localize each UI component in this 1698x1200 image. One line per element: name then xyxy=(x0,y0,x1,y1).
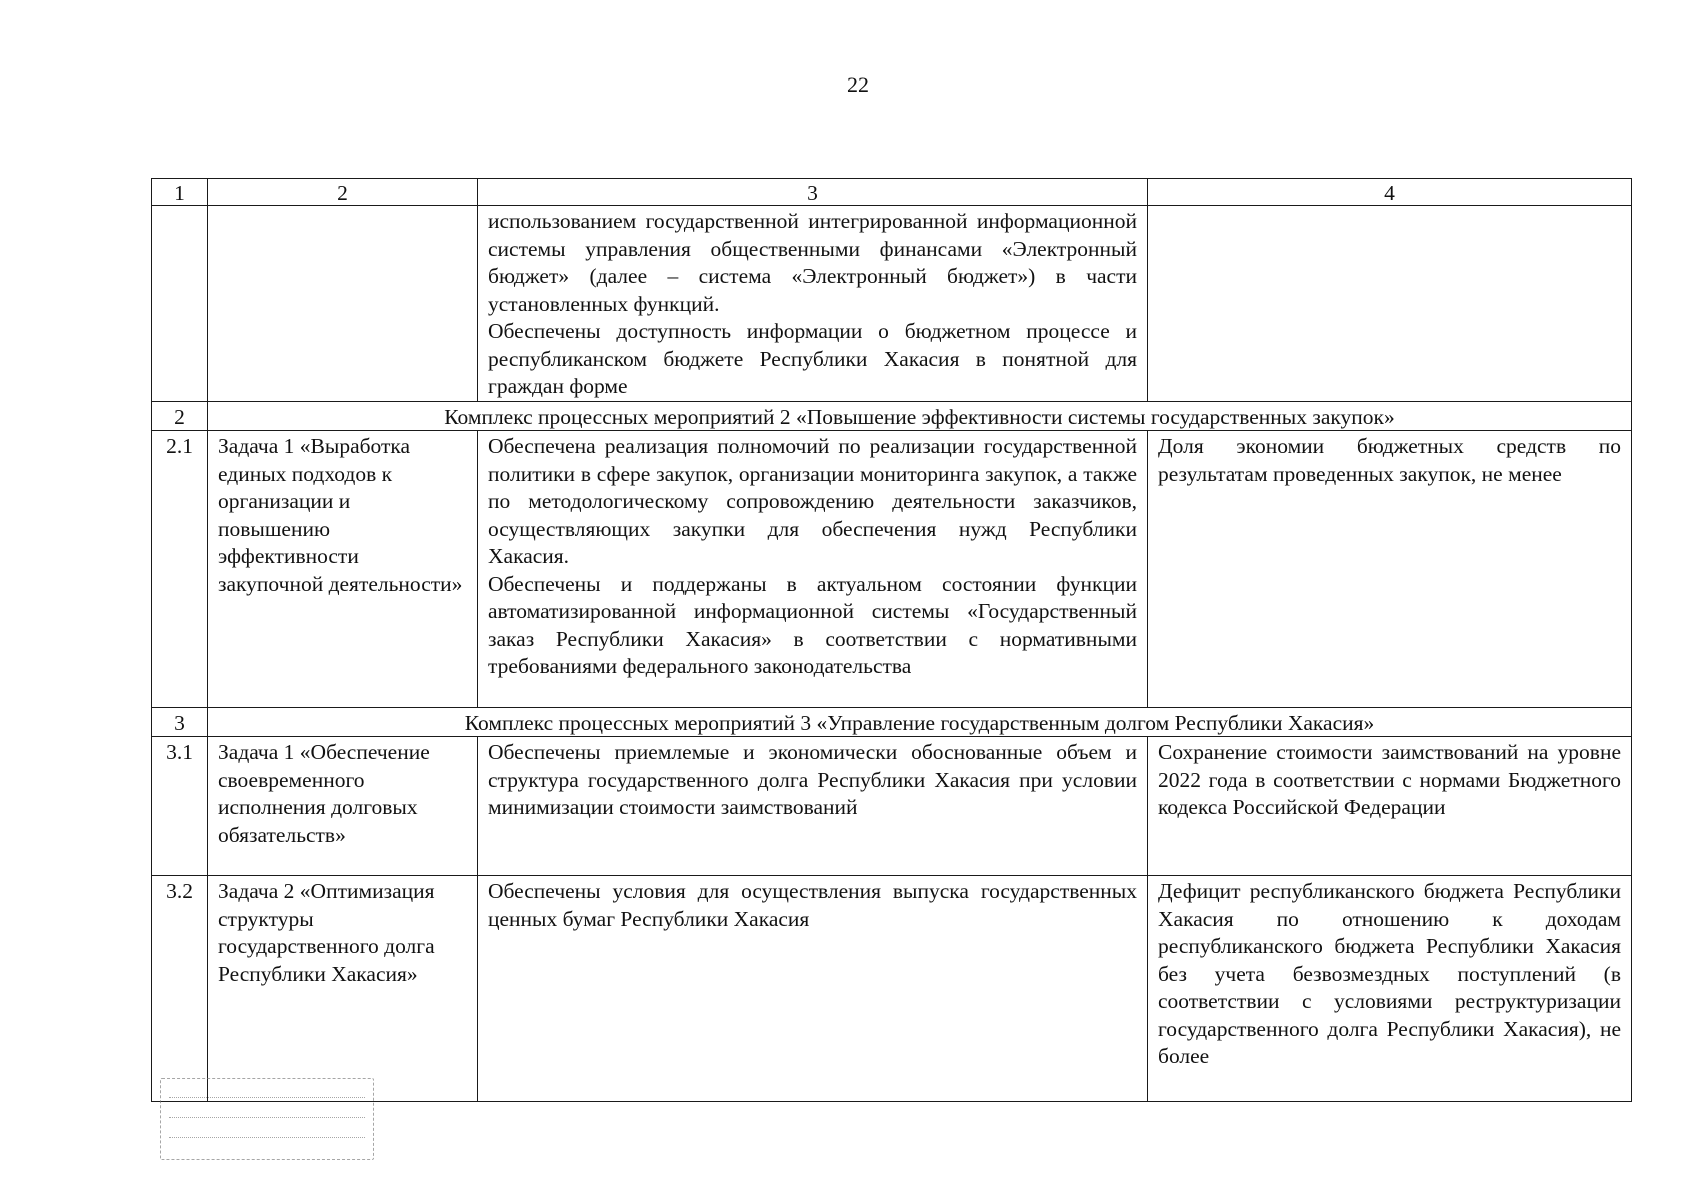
result-paragraph: Обеспечены и поддержаны в актуальном состоянии функции автоматизированной информационной системы «Государственный заказ Республики Хакасия» в соответствии с нормативными требованиями федерального законодательства xyxy=(488,571,1137,678)
section-num: 3 xyxy=(152,708,208,737)
section-title: Комплекс процессных мероприятий 3 «Управление государственным долгом Республики Хакасия» xyxy=(208,708,1632,737)
result-paragraph: Обеспечены приемлемые и экономически обоснованные объем и структура государственного долга Республики Хакасия при условии минимизации стоимости заимствований xyxy=(488,740,1137,819)
indicator-text: Дефицит республиканского бюджета Республики Хакасия по отношению к доходам республиканского бюджета Республики Хакасия без учета безвозмездных поступлений (в соответствии с условиями реструктуризации государственного долга Республики Хакасия), не более xyxy=(1158,879,1621,1068)
header-col-4: 4 xyxy=(1148,179,1632,206)
section-num: 2 xyxy=(152,402,208,431)
page-number: 22 xyxy=(847,72,869,97)
result-paragraph: Обеспечены доступность информации о бюджетном процессе и республиканском бюджете Республики Хакасия в понятной для граждан форме xyxy=(488,319,1137,398)
cell-indicator xyxy=(1148,431,1632,708)
section-row-3 xyxy=(152,708,1632,737)
table-row-continuation xyxy=(152,206,1632,402)
cell-result xyxy=(478,206,1148,402)
header-col-2: 2 xyxy=(208,179,478,206)
table-row-2-1 xyxy=(152,431,1632,708)
header-col-1: 1 xyxy=(152,179,208,206)
section-row-2 xyxy=(152,402,1632,431)
result-paragraph: Обеспечены условия для осуществления выпуска государственных ценных бумаг Республики Хакасия xyxy=(488,879,1137,931)
section-title: Комплекс процессных мероприятий 2 «Повышение эффективности системы государственных закупок» xyxy=(208,402,1632,431)
cell-indicator xyxy=(1148,737,1632,876)
measures-table xyxy=(151,178,1632,1102)
table-header-row xyxy=(152,179,1632,206)
cell-task: Задача 1 «Выработка единых подходов к организации и повышению эффективности закупочной деятельности» xyxy=(208,431,478,708)
result-paragraph: использованием государственной интегрированной информационной системы управления общественными финансами «Электронный бюджет» (далее – система «Электронный бюджет») в части установленных функций. xyxy=(488,209,1137,316)
cell-num: 3.2 xyxy=(152,876,208,1102)
cell-task: Задача 2 «Оптимизация структуры государственного долга Республики Хакасия» xyxy=(208,876,478,1102)
stamp-line xyxy=(169,1117,365,1118)
result-paragraph: Обеспечена реализация полномочий по реализации государственной политики в сфере закупок, организации мониторинга закупок, а также по методологическому сопровождению деятельности заказчиков, осуществляющих закупки для обеспечения нужд Республики Хакасия. xyxy=(488,434,1137,568)
table-row-3-2 xyxy=(152,876,1632,1102)
header-col-3: 3 xyxy=(478,179,1148,206)
cell-num: 2.1 xyxy=(152,431,208,708)
table-row-3-1 xyxy=(152,737,1632,876)
indicator-text: Сохранение стоимости заимствований на уровне 2022 года в соответствии с нормами Бюджетного кодекса Российской Федерации xyxy=(1158,740,1621,819)
cell-result xyxy=(478,876,1148,1102)
stamp-line xyxy=(169,1137,365,1138)
cell-num xyxy=(152,206,208,402)
indicator-text: Доля экономии бюджетных средств по результатам проведенных закупок, не менее xyxy=(1158,434,1621,486)
cell-indicator xyxy=(1148,206,1632,402)
cell-result xyxy=(478,431,1148,708)
cell-task: Задача 1 «Обеспечение своевременного исполнения долговых обязательств» xyxy=(208,737,478,876)
stamp-line xyxy=(169,1097,365,1098)
cell-result xyxy=(478,737,1148,876)
cell-indicator xyxy=(1148,876,1632,1102)
cell-num: 3.1 xyxy=(152,737,208,876)
registration-stamp xyxy=(160,1078,374,1160)
cell-task xyxy=(208,206,478,402)
